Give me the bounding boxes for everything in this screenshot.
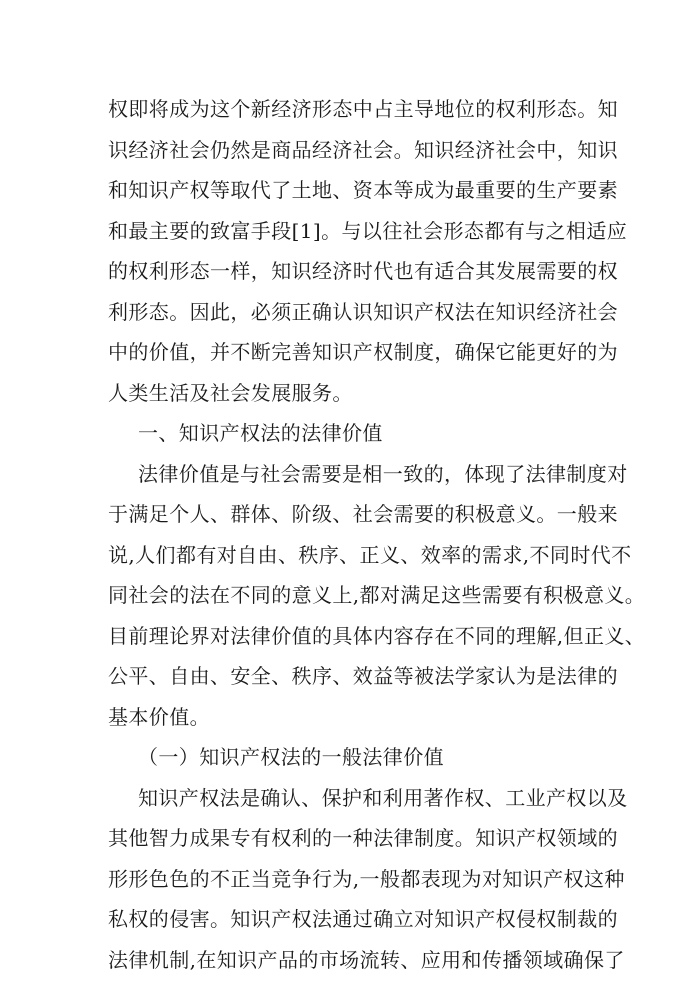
paragraph-line: 知识产权法是确认、保护和利用著作权、工业产权以及	[138, 785, 628, 810]
paragraph-line: 法律价值是与社会需要是相一致的，体现了法律制度对	[138, 461, 628, 486]
paragraph-line: 法律机制,在知识产品的市场流转、应用和传播领域确保了	[108, 947, 625, 972]
paragraph-line: 于满足个人、群体、阶级、社会需要的积极意义。一般来	[108, 502, 618, 526]
paragraph-line: 利形态。因此，必须正确认识知识产权法在知识经济社会	[108, 299, 618, 324]
paragraph-line: 同社会的法在不同的意义上,都对满足这些需要有积极意义。	[108, 583, 646, 607]
paragraph-line: 形形色色的不正当竞争行为,一般都表现为对知识产权这种	[108, 866, 625, 891]
section-heading: 一、知识产权法的法律价值	[138, 421, 383, 445]
paragraph-line: 的权利形态一样，知识经济时代也有适合其发展需要的权	[108, 259, 618, 283]
paragraph-line: 说,人们都有对自由、秩序、正义、效率的需求,不同时代不	[108, 542, 632, 567]
subsection-heading: （一）知识产权法的一般法律价值	[138, 745, 444, 769]
paragraph-line: 人类生活及社会发展服务。	[108, 380, 353, 405]
paragraph-line: 公平、自由、安全、秩序、效益等被法学家认为是法律的	[108, 664, 618, 688]
paragraph-line: 和最主要的致富手段[1]。与以往社会形态都有与之相适应	[108, 218, 628, 243]
paragraph-line: 和知识产权等取代了土地、资本等成为最重要的生产要素	[108, 178, 618, 202]
paragraph-line: 权即将成为这个新经济形态中占主导地位的权利形态。知	[108, 97, 618, 121]
body-text	[108, 89, 646, 980]
paragraph-line: 识经济社会仍然是商品经济社会。知识经济社会中，知识	[108, 137, 618, 162]
paragraph-line: 私权的侵害。知识产权法通过确立对知识产权侵权制裁的	[108, 907, 618, 931]
paragraph-line: 目前理论界对法律价值的具体内容存在不同的理解,但正义、	[108, 623, 646, 648]
paragraph-line: 基本价值。	[108, 704, 210, 729]
paragraph-line: 中的价值，并不断完善知识产权制度，确保它能更好的为	[108, 340, 618, 364]
paragraph-line: 其他智力成果专有权利的一种法律制度。知识产权领域的	[108, 826, 618, 850]
